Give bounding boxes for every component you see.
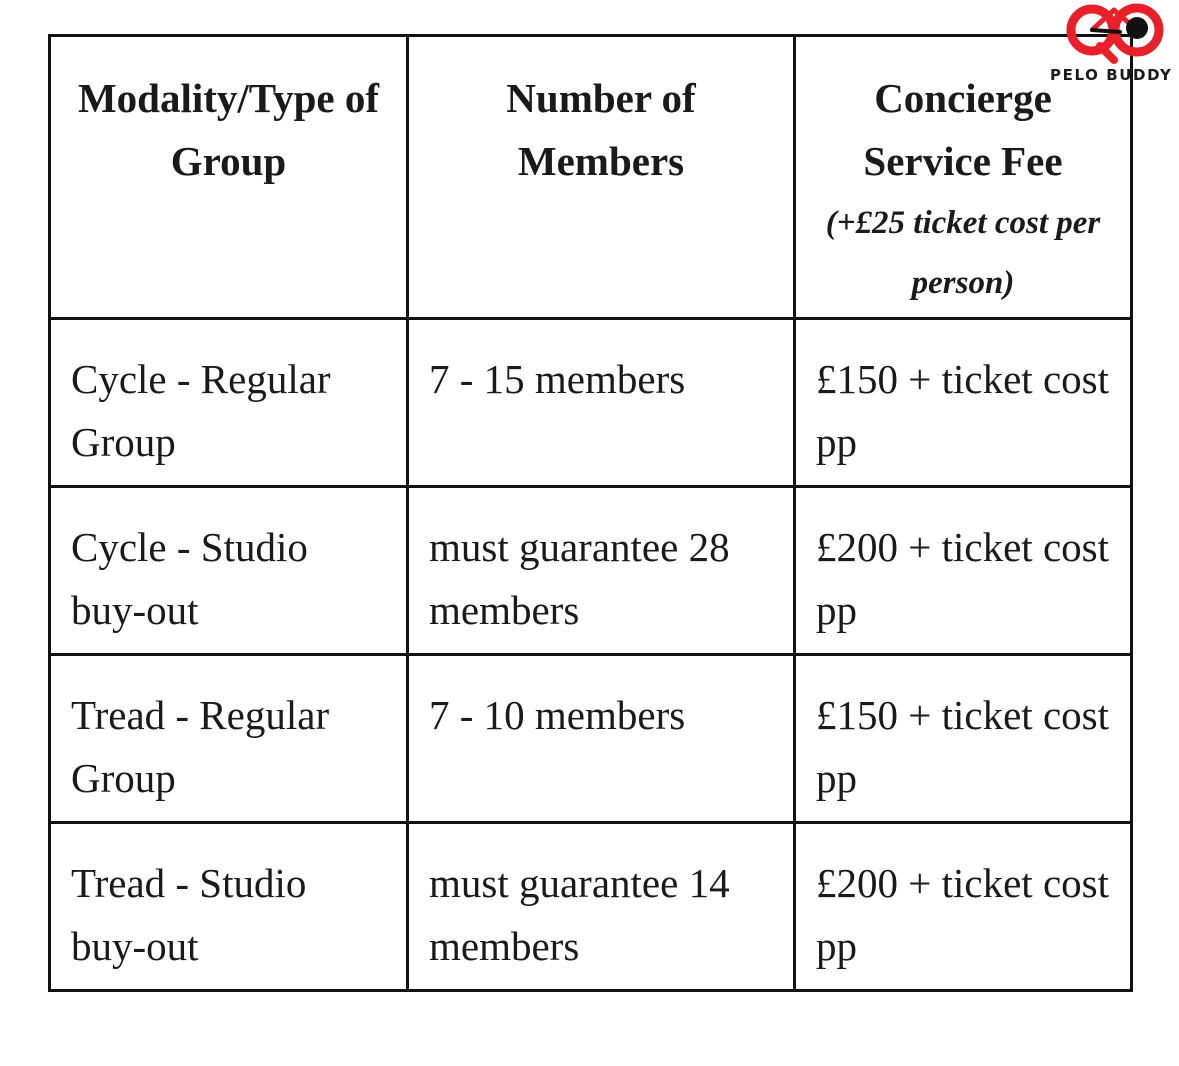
pelo-buddy-logo — [1040, 0, 1179, 88]
cell-members: 7 - 15 members — [408, 319, 795, 487]
header-modality-label: Modality/Type of Group — [77, 75, 380, 184]
table-row — [50, 319, 1132, 487]
cell-modality: Cycle - Studio buy-out — [50, 487, 408, 655]
cell-modality: Tread - Regular Group — [50, 655, 408, 823]
table-row — [50, 655, 1132, 823]
header-members-label: Number of Members — [506, 75, 696, 184]
cell-members: must guarantee 28 members — [408, 487, 795, 655]
cell-modality: Cycle - Regular Group — [50, 319, 408, 487]
cell-fee: £200 + ticket cost pp — [795, 823, 1132, 991]
cell-fee: £150 + ticket cost pp — [795, 655, 1132, 823]
bike-icon — [1062, 0, 1168, 66]
group-fee-table — [48, 34, 1133, 992]
cell-members: must guarantee 14 members — [408, 823, 795, 991]
table-row — [50, 487, 1132, 655]
header-fee-label: Concierge Service Fee — [863, 75, 1063, 184]
cell-modality: Tread - Studio buy-out — [50, 823, 408, 991]
logo-text: PELO BUDDY — [1050, 66, 1173, 84]
table-header-row — [50, 36, 1132, 319]
header-members — [408, 36, 795, 319]
cell-fee: £200 + ticket cost pp — [795, 487, 1132, 655]
cell-fee: £150 + ticket cost pp — [795, 319, 1132, 487]
table-row — [50, 823, 1132, 991]
header-fee-note: (+£25 ticket cost per person) — [825, 205, 1101, 301]
cell-members: 7 - 10 members — [408, 655, 795, 823]
header-modality — [50, 36, 408, 319]
